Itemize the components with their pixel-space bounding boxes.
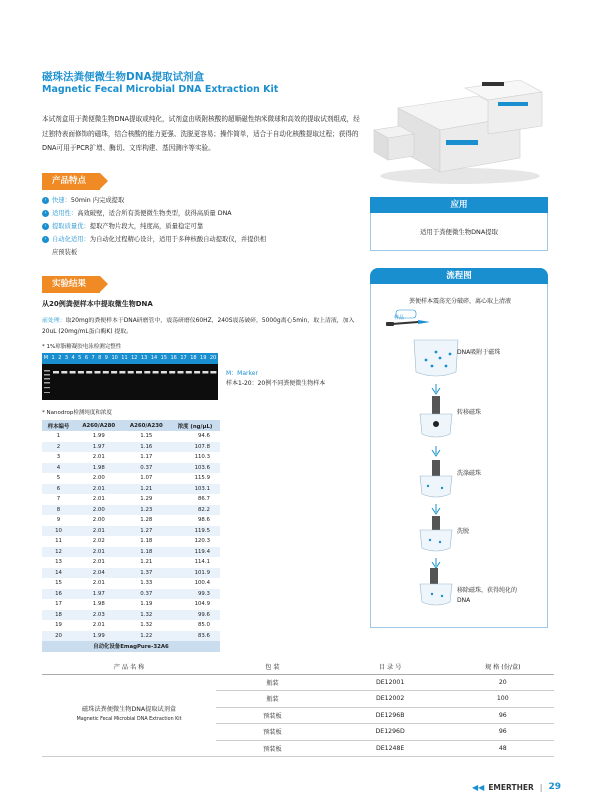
- gel-lane: 16: [170, 355, 177, 361]
- table-cell: 94.6: [197, 433, 210, 440]
- feature-text: 为自动化过程精心设计，适用于多种核酸自动提取仪，并提供相: [89, 236, 267, 243]
- table-cell: 2.02: [92, 538, 105, 545]
- table-row: [42, 536, 220, 547]
- table-cell: 1.97: [75, 589, 123, 600]
- gel-lane: 17: [180, 355, 187, 361]
- table-row: [42, 442, 220, 453]
- table-cell: 115.9: [194, 475, 210, 482]
- table-row: [42, 568, 220, 579]
- table-cell: 96: [452, 707, 554, 724]
- marker-samples: 样本1-20：20例不同粪便微生物样本: [226, 380, 326, 387]
- table-cell: 1.98: [75, 463, 123, 474]
- table-row: [42, 484, 220, 495]
- table-cell: 1.99: [92, 433, 105, 440]
- table-header: 包 装: [216, 660, 329, 674]
- gel-lane: 11: [121, 355, 128, 361]
- chevron-right-icon: ›: [42, 210, 49, 217]
- table-cell: 82.2: [170, 505, 220, 516]
- gel-lane: 7: [91, 355, 95, 361]
- table-cell: 20: [452, 674, 554, 691]
- feature-continuation: 应预装板: [52, 249, 78, 256]
- table-cell: 98.6: [197, 517, 210, 524]
- table-cell: 1.07: [140, 475, 153, 482]
- table-cell: 99.6: [170, 610, 220, 621]
- flow-step-label: 洗脱: [457, 528, 470, 535]
- table-cell: 1.21: [123, 484, 171, 495]
- page-title-en: Magnetic Fecal Microbial DNA Extraction Kit: [42, 84, 279, 95]
- table-cell: 110.3: [194, 454, 210, 461]
- flow-heading: 流程图: [370, 268, 548, 284]
- table-cell: DE12002: [329, 691, 452, 708]
- flow-top-text: 粪便样本震荡充分破碎，离心取上清液: [408, 298, 511, 305]
- table-cell: 2.00: [92, 517, 105, 524]
- table-cell: 2.00: [75, 505, 123, 516]
- table-cell: 1.15: [140, 433, 153, 440]
- table-cell: 2.01: [92, 496, 105, 503]
- table-cell: 119.4: [170, 547, 220, 558]
- table-row: [42, 494, 220, 505]
- feature-name: 快速：: [52, 197, 71, 204]
- gel-lane: 20: [209, 355, 217, 361]
- gel-lane: 13: [140, 355, 148, 361]
- table-cell: 瓶装: [216, 691, 329, 708]
- table-cell: 7: [56, 496, 61, 503]
- gel-lane: 10: [111, 355, 118, 361]
- table-cell: 8: [42, 505, 75, 516]
- feature-item: [42, 194, 352, 207]
- table-cell: 1.21: [140, 559, 153, 566]
- table-cell: 100: [452, 691, 554, 708]
- flow-step-label: 移除磁珠，获得纯化的DNA: [457, 587, 518, 604]
- table-cell: 107.8: [170, 442, 220, 453]
- table-row: [42, 674, 554, 691]
- table-cell: 1.23: [123, 505, 171, 516]
- feature-text: 提取产物片段大，纯度高，质量稳定可靠: [89, 223, 204, 230]
- double-arrow-left-icon: ◀◀: [472, 782, 485, 792]
- gel-lane: 4: [71, 355, 75, 361]
- table-cell: 6: [42, 484, 75, 495]
- table-cell: 101.9: [170, 568, 220, 579]
- table-row: [42, 473, 220, 484]
- table-cell: 99.3: [170, 589, 220, 600]
- tube-3: [420, 460, 452, 497]
- chevron-right-icon: ›: [42, 223, 49, 230]
- feature-text: 高效破壁，适合所有粪便微生物类型，获得高质量 DNA: [77, 210, 232, 217]
- table-cell: 86.7: [197, 496, 210, 503]
- table-row: [42, 589, 220, 600]
- product-name-en: Magnetic Fecal Microbial DNA Extraction Kit: [76, 717, 182, 723]
- application-text: 适用于粪便微生物DNA提取: [370, 213, 548, 251]
- table-header: A260/A280: [75, 420, 123, 431]
- gel-lane: M: [43, 355, 49, 361]
- table-cell: 1.18: [123, 547, 171, 558]
- footer-divider: |: [539, 782, 543, 792]
- pipette-label: 样品: [394, 315, 405, 321]
- tube-4: [420, 516, 452, 551]
- table-cell: 2.01: [92, 454, 105, 461]
- table-cell: 18: [42, 610, 75, 621]
- table-row: [42, 505, 220, 516]
- table-cell: 114.1: [194, 559, 210, 566]
- table-cell: 1.29: [140, 496, 153, 503]
- table-cell: 13: [55, 559, 62, 566]
- flow-step-label: 转移磁珠: [457, 409, 482, 416]
- table-row: [42, 515, 220, 526]
- table-header: 目 录 号: [329, 660, 452, 674]
- gel-lane: 5: [78, 355, 82, 361]
- table-cell: 预装板: [216, 724, 329, 741]
- gel-lane: 9: [104, 355, 108, 361]
- gel-lane: 19: [200, 355, 207, 361]
- table-cell: 预装板: [216, 707, 329, 724]
- product-table: [42, 660, 554, 757]
- pretreatment-body: 取20mg的粪便样本于DNA研磨管中，震荡研磨仪60HZ，240S震荡破碎，5000g离心5min，取上清液，加入20uL (20mg/mL蛋白酶K) 提取。: [42, 318, 355, 335]
- gel-lane: 14: [150, 355, 158, 361]
- table-cell: 1.17: [140, 454, 153, 461]
- table-cell: 20: [42, 631, 75, 642]
- table-cell: 11: [55, 538, 62, 545]
- table-cell: 85.0: [197, 622, 210, 629]
- table-cell: 2.01: [92, 622, 105, 629]
- table-cell: DE12001: [329, 674, 452, 691]
- tube-5: [420, 568, 452, 605]
- table-cell: 15: [55, 580, 62, 587]
- tube-1: [414, 340, 458, 376]
- intro-paragraph: 本试剂盒用于粪便微生物DNA提取或纯化，试剂盒由吸附核酸的超顺磁性纳米微球和高效的提取试剂组成，经过独特表面修饰的磁珠，结合核酸的能力更强、洗脱更容易；操作简单，适合于自动化核酸提取过程；获得的DNA可用于PCR扩增、酶切、文库构建、基因测序等实验。: [42, 115, 360, 152]
- table-cell: 2.01: [75, 526, 123, 537]
- table-row: [42, 547, 220, 558]
- table-row: [42, 578, 220, 589]
- pipette-icon: [386, 320, 430, 326]
- table-row: [42, 610, 220, 621]
- page-footer: [472, 782, 561, 792]
- gel-lane: 12: [131, 355, 138, 361]
- table-header: 浓度 (ng/μL): [170, 420, 220, 431]
- table-cell: 2.03: [75, 610, 123, 621]
- table-cell: 2.01: [75, 547, 123, 558]
- table-cell: 1.22: [123, 631, 171, 642]
- table-cell: 1.19: [140, 601, 153, 608]
- table-cell: DE1296D: [329, 724, 452, 741]
- table-cell: 10: [42, 526, 75, 537]
- table-cell: 1.98: [92, 601, 105, 608]
- table-cell: 1.32: [123, 610, 171, 621]
- product-image: [370, 68, 548, 188]
- table-cell: 预装板: [216, 740, 329, 757]
- table-cell: 120.3: [194, 538, 210, 545]
- results-subtitle: 从20例粪便样本中提取微生物DNA: [42, 300, 153, 308]
- page-number: 29: [548, 782, 562, 792]
- product-name: [42, 674, 216, 757]
- table-cell: 1: [56, 433, 61, 440]
- table-cell: 1.37: [123, 568, 171, 579]
- gel-lane: 1: [51, 355, 55, 361]
- table-header: 样本编号: [42, 420, 75, 431]
- table-row: [42, 620, 220, 631]
- feature-name: 适用性：: [52, 210, 78, 217]
- chevron-right-icon: ›: [42, 197, 49, 204]
- table-cell: 2.04: [75, 568, 123, 579]
- table-cell: 1.32: [140, 622, 153, 629]
- gel-caption: * 1%琼脂糖凝胶电泳检测完整性: [42, 344, 122, 350]
- table-cell: 0.37: [123, 463, 171, 474]
- feature-item: [42, 207, 352, 220]
- table-row: [42, 631, 220, 642]
- table-footer: 自动化设备EmagPure-32A6: [42, 641, 220, 652]
- gel-lane: 6: [84, 355, 88, 361]
- nanodrop-table: [42, 420, 220, 652]
- table-cell: 96: [452, 724, 554, 741]
- chevron-right-icon: ›: [42, 236, 49, 243]
- table-row: [42, 452, 220, 463]
- table-cell: 0.37: [123, 589, 171, 600]
- gel-lane-labels: [42, 353, 218, 364]
- table-cell: 103.1: [170, 484, 220, 495]
- table-caption: * Nanodrop检测纯度和浓度: [42, 410, 112, 416]
- table-cell: 5: [56, 475, 61, 482]
- table-cell: 2.00: [92, 475, 105, 482]
- gel-lane: 8: [98, 355, 102, 361]
- table-cell: 3: [56, 454, 61, 461]
- feature-name: 提取质量优：: [52, 223, 90, 230]
- tube-2: [420, 396, 452, 437]
- feature-item: [42, 220, 352, 233]
- table-cell: DE1248E: [329, 740, 452, 757]
- table-header: 产 品 名 称: [42, 660, 216, 674]
- page-title-cn: 磁珠法粪便微生物DNA提取试剂盒: [42, 71, 205, 83]
- results-heading: 实验结果: [42, 276, 100, 293]
- table-cell: 1.27: [123, 526, 171, 537]
- feature-item: [42, 233, 352, 246]
- features-heading: 产品特点: [42, 173, 100, 190]
- table-row: [42, 431, 220, 442]
- table-row: [42, 557, 220, 568]
- table-cell: 4: [42, 463, 75, 474]
- table-cell: 1.33: [140, 580, 153, 587]
- table-cell: 1.97: [75, 442, 123, 453]
- table-cell: 104.9: [194, 601, 210, 608]
- gel-lane: 3: [64, 355, 69, 361]
- table-cell: 瓶装: [216, 674, 329, 691]
- feature-text: 50min 内完成提取: [70, 197, 125, 204]
- gel-lane: 18: [190, 355, 197, 361]
- table-cell: 2.01: [75, 484, 123, 495]
- table-cell: 9: [56, 517, 61, 524]
- table-cell: 1.28: [140, 517, 153, 524]
- table-cell: 119.5: [170, 526, 220, 537]
- pretreatment-text: [42, 316, 358, 338]
- table-cell: 17: [55, 601, 62, 608]
- table-row: [42, 599, 220, 610]
- table-cell: 16: [42, 589, 75, 600]
- brand-name: EMERTHER: [488, 782, 534, 792]
- table-cell: 103.6: [170, 463, 220, 474]
- table-cell: 100.4: [194, 580, 210, 587]
- flow-diagram: [370, 284, 548, 628]
- table-cell: 1.99: [75, 631, 123, 642]
- table-header: 规 格 (份/盒): [452, 660, 554, 674]
- table-footer-row: [42, 641, 220, 652]
- table-row: [42, 526, 220, 537]
- table-cell: 2: [42, 442, 75, 453]
- flow-step-label: 洗涤磁珠: [457, 470, 482, 477]
- gel-lane: 2: [58, 355, 62, 361]
- table-row: [42, 463, 220, 474]
- table-header: A260/A230: [123, 420, 171, 431]
- feature-name: 自动化适用：: [52, 236, 90, 243]
- table-cell: 19: [55, 622, 62, 629]
- marker-label: M：Marker: [226, 370, 258, 377]
- product-name-cn: 磁珠法粪便微生物DNA提取试剂盒: [82, 706, 177, 714]
- application-heading: 应用: [370, 197, 548, 213]
- table-cell: 48: [452, 740, 554, 757]
- table-cell: DE1296B: [329, 707, 452, 724]
- table-cell: 83.6: [170, 631, 220, 642]
- table-cell: 1.18: [140, 538, 153, 545]
- pretreatment-label: 前处理：: [42, 318, 66, 324]
- table-cell: 12: [42, 547, 75, 558]
- gel-legend: [226, 369, 325, 389]
- features-list: [42, 194, 352, 259]
- table-cell: 1.16: [123, 442, 171, 453]
- table-cell: 2.01: [92, 580, 105, 587]
- gel-lane: 15: [160, 355, 168, 361]
- flow-step-label: DNA吸附于磁珠: [457, 349, 501, 356]
- table-cell: 2.01: [92, 559, 105, 566]
- table-cell: 14: [42, 568, 75, 579]
